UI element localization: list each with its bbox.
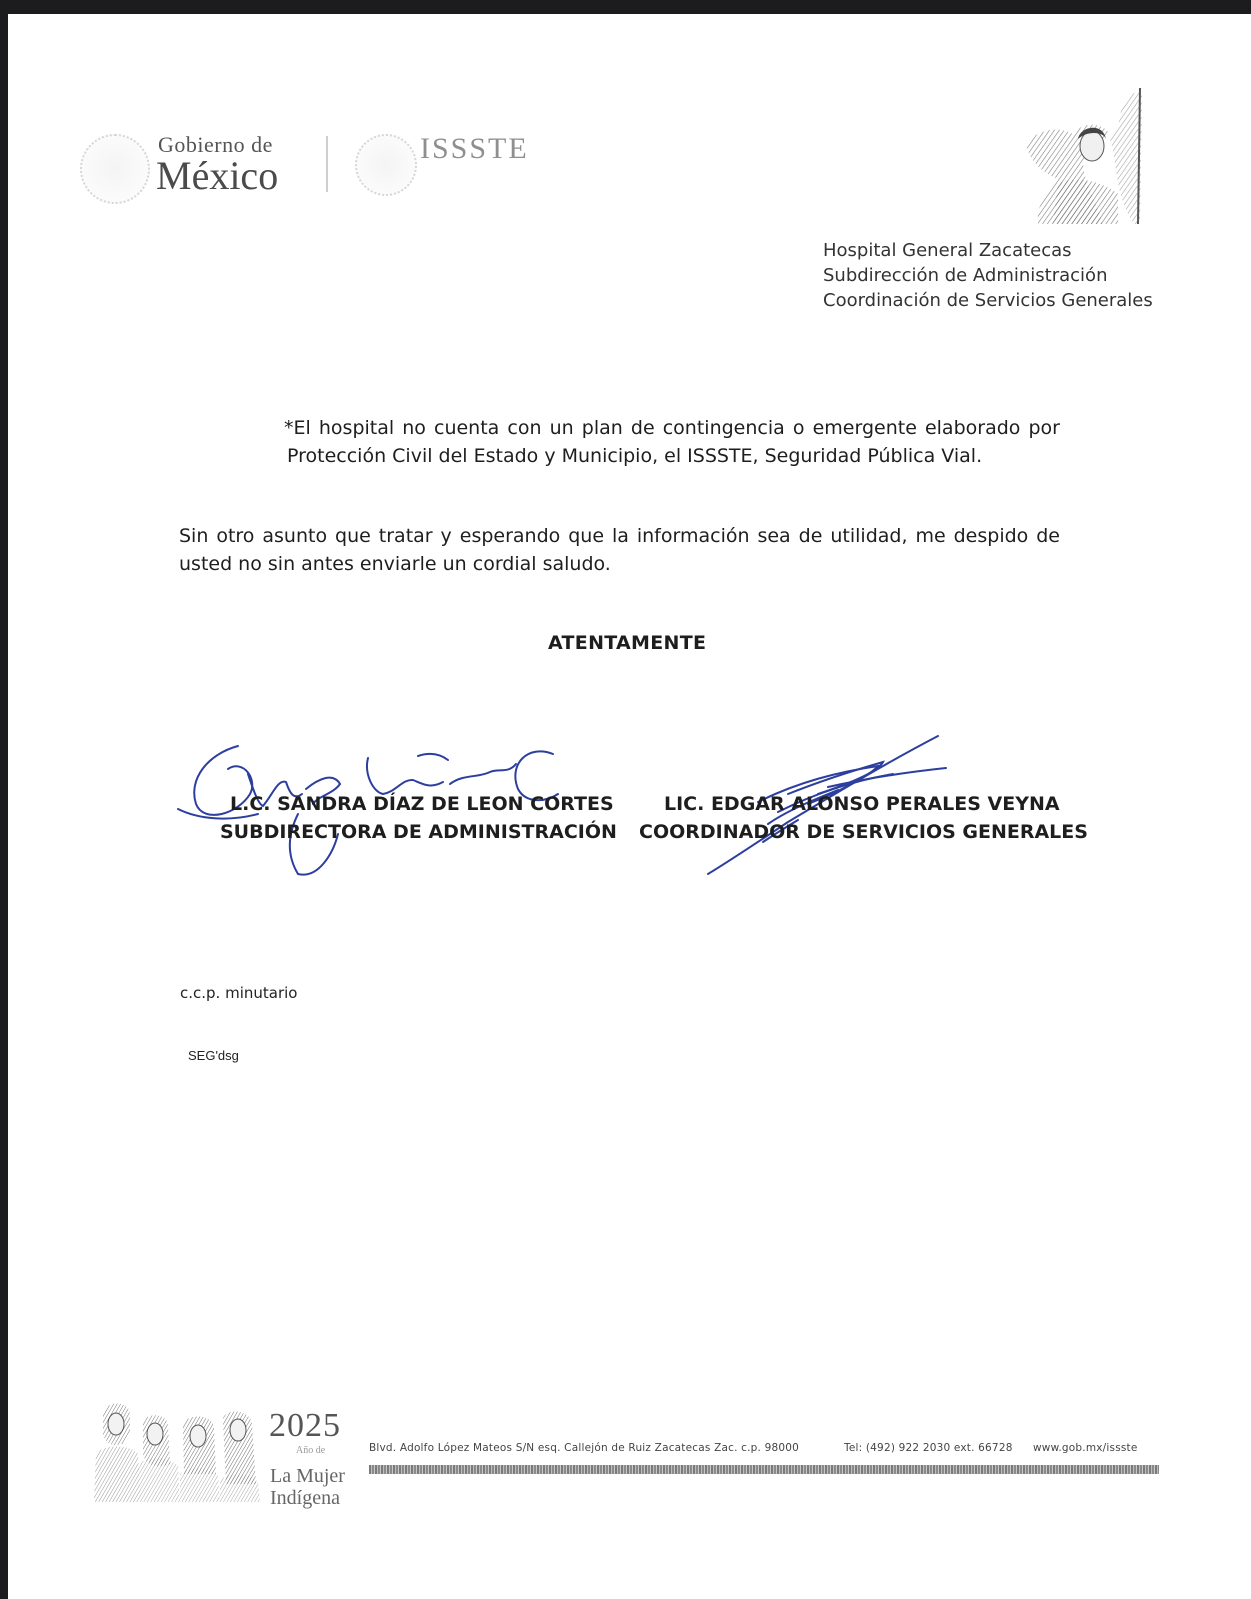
- footer-bar: [369, 1465, 1159, 1474]
- paragraph-1-line-2: Protección Civil del Estado y Municipio, el ISSSTE, Seguridad Pública Vial.: [287, 445, 983, 467]
- footer-phone: Tel: (492) 922 2030 ext. 66728: [844, 1442, 1013, 1454]
- footer-website: www.gob.mx/issste: [1033, 1442, 1138, 1454]
- footer-year: 2025: [269, 1407, 341, 1444]
- footer-year-caption: Año de: [296, 1445, 326, 1456]
- logo-divider: [326, 136, 328, 192]
- document-page: [8, 14, 1251, 1599]
- footer-motto-line-2: Indígena: [270, 1487, 340, 1509]
- paragraph-1-line-1: *El hospital no cuenta con un plan de contingencia o emergente elaborado por: [284, 417, 1060, 439]
- footer-address: Blvd. Adolfo López Mateos S/N esq. Callejón de Ruiz Zacatecas Zac. c.p. 98000: [369, 1442, 800, 1454]
- issste-seal-icon: [355, 134, 417, 196]
- signatory-1-title: SUBDIRECTORA DE ADMINISTRACIÓN: [220, 821, 617, 843]
- signatory-1-name: L.C. SANDRA DÍAZ DE LEON CORTES: [230, 793, 614, 815]
- heroine-illustration-icon: [1018, 84, 1153, 229]
- footer-motto-line-1: La Mujer: [270, 1465, 345, 1487]
- issste-label: ISSSTE: [420, 132, 529, 165]
- department-line-2: Subdirección de Administración: [823, 265, 1108, 286]
- mexico-seal-icon: [80, 134, 150, 204]
- paragraph-2-line-1: Sin otro asunto que tratar y esperando que la información sea de utilidad, me despido de: [179, 525, 1060, 547]
- department-line-1: Hospital General Zacatecas: [823, 240, 1072, 261]
- mexico-label: México: [156, 153, 279, 198]
- department-line-3: Coordinación de Servicios Generales: [823, 290, 1153, 311]
- signatory-2-title: COORDINADOR DE SERVICIOS GENERALES: [639, 821, 1088, 843]
- gobierno-label: Gobierno de: [158, 132, 273, 157]
- cc-minutario: c.c.p. minutario: [180, 984, 298, 1002]
- initials: SEG'dsg: [188, 1048, 239, 1063]
- paragraph-2-line-2: usted no sin antes enviarle un cordial saludo.: [179, 553, 611, 575]
- signatory-2-name: LIC. EDGAR ALONSO PERALES VEYNA: [664, 793, 1060, 815]
- women-illustration-icon: [88, 1394, 263, 1506]
- closing-atentamente: ATENTAMENTE: [548, 632, 707, 654]
